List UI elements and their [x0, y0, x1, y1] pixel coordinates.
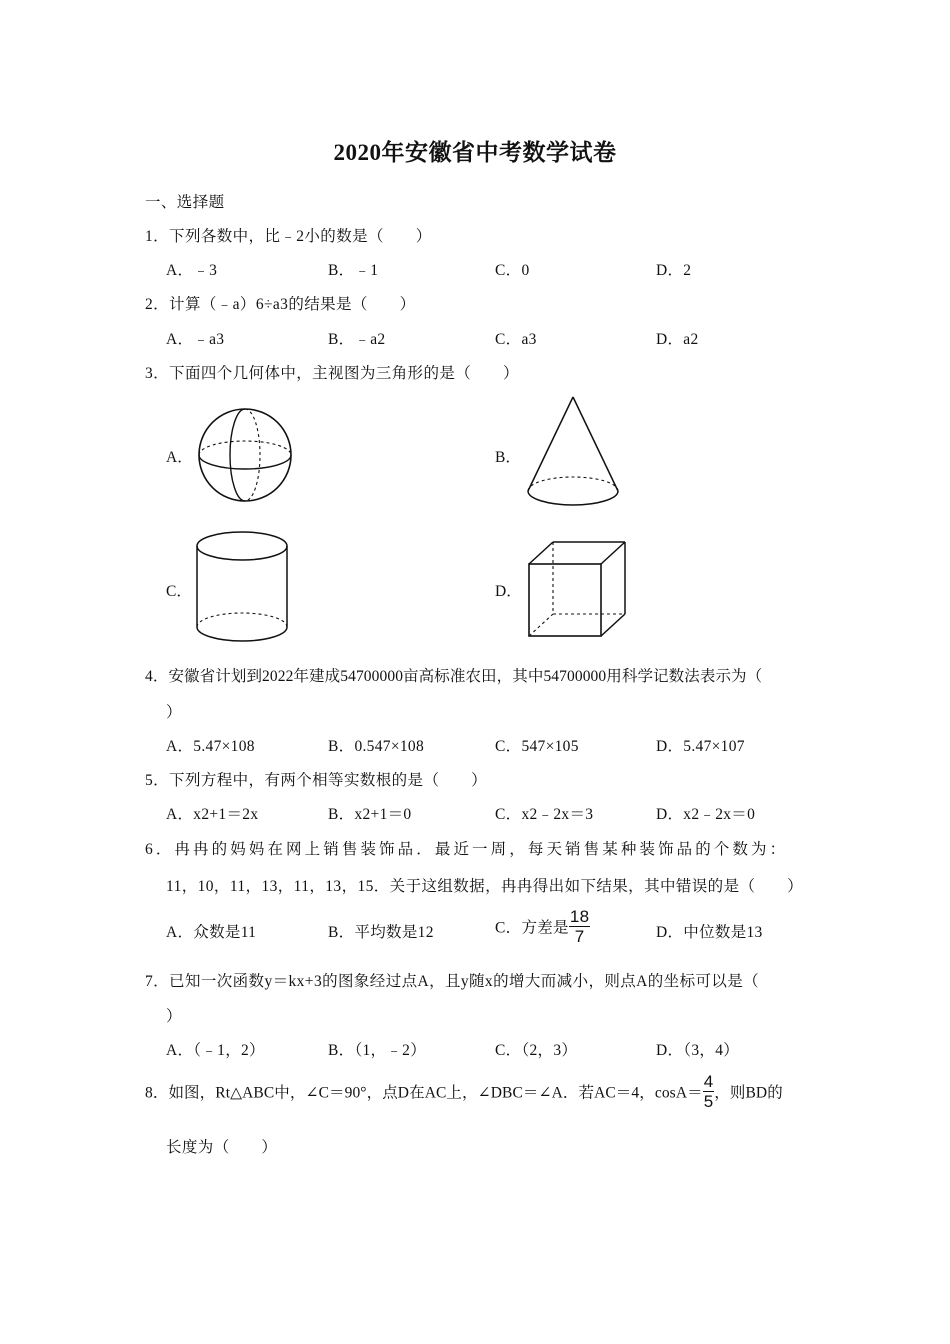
question-5-stem: 5．下列方程中，有两个相等实数根的是（ ）: [145, 772, 488, 789]
question-8-stem-start: 8．如图，Rt△ABC中，∠C＝90°，点D在AC上，∠DBC＝∠A．若AC＝4，cosA＝: [145, 1084, 703, 1102]
cosine-fraction: [703, 1073, 715, 1110]
cone-figure: [522, 393, 624, 513]
question-1-option-b: B．﹣1: [328, 262, 379, 279]
question-4-option-d: D．5.47×107: [656, 738, 745, 755]
fraction-denominator: 5: [703, 1092, 714, 1111]
question-3-label-a: A．: [166, 449, 193, 466]
fraction-denominator: 7: [574, 927, 585, 946]
section-heading: 一、选择题: [145, 194, 225, 211]
question-3-label-c: C．: [166, 583, 192, 600]
question-6-option-c: [495, 908, 590, 945]
question-4-stem: 4．安徽省计划到2022年建成54700000亩高标准农田，其中54700000用科学记数法表示为（: [145, 668, 763, 685]
question-6-option-b: B．平均数是12: [328, 924, 434, 941]
question-5-option-d: D．x2﹣2x＝0: [656, 806, 756, 823]
variance-fraction: [569, 908, 591, 945]
question-5-option-c: C．x2﹣2x＝3: [495, 806, 594, 823]
fraction-numerator: 18: [569, 907, 590, 926]
sphere-figure: [193, 405, 298, 505]
question-6-stem: 6．冉冉的妈妈在网上销售装饰品．最近一周，每天销售某种装饰品的个数为：: [145, 841, 789, 858]
question-7-option-c: C．（2，3）: [495, 1042, 578, 1059]
question-6-option-d: D．中位数是13: [656, 924, 763, 941]
question-7-option-d: D．（3，4）: [656, 1042, 740, 1059]
question-2-option-b: B．﹣a2: [328, 331, 386, 348]
question-8-stem-continued: 长度为（ ）: [166, 1139, 278, 1156]
cylinder-figure: [193, 528, 293, 648]
question-2-option-d: D．a2: [656, 331, 699, 348]
question-3-label-d: D．: [495, 583, 522, 600]
question-6-stem-continued: 11，10，11，13，11，13，15．关于这组数据，冉冉得出如下结果，其中错误的是（ ）: [166, 878, 804, 895]
question-2-stem: 2．计算（﹣a）6÷a3的结果是（ ）: [145, 296, 416, 313]
question-1-option-d: D．2: [656, 262, 692, 279]
fraction-numerator: 4: [703, 1072, 714, 1091]
question-8-stem-end: ，则BD的: [714, 1084, 783, 1102]
cube-figure: [524, 538, 630, 642]
question-7-option-a: A．（﹣1，2）: [166, 1042, 265, 1059]
question-4-option-a: A．5.47×108: [166, 738, 255, 755]
question-6-option-c-label: C．方差是: [495, 919, 569, 937]
question-1-option-c: C．0: [495, 262, 530, 279]
question-3-label-b: B．: [495, 449, 521, 466]
question-8-stem: [145, 1073, 783, 1110]
page-title: 2020年安徽省中考数学试卷: [333, 140, 617, 165]
question-4-stem-continued: ）: [166, 704, 182, 721]
question-5-option-a: A．x2+1＝2x: [166, 806, 259, 823]
question-7-option-b: B．（1，﹣2）: [328, 1042, 426, 1059]
question-1-option-a: A．﹣3: [166, 262, 218, 279]
question-2-option-a: A．﹣a3: [166, 331, 225, 348]
question-4-option-c: C．547×105: [495, 738, 579, 755]
question-7-stem-continued: ）: [166, 1008, 182, 1025]
question-5-option-b: B．x2+1＝0: [328, 806, 412, 823]
question-1-stem: 1．下列各数中，比﹣2小的数是（ ）: [145, 228, 432, 245]
question-7-stem: 7．已知一次函数y＝kx+3的图象经过点A，且y随x的增大而减小，则点A的坐标可以是（: [145, 973, 760, 990]
question-6-option-a: A．众数是11: [166, 924, 257, 941]
question-2-option-c: C．a3: [495, 331, 537, 348]
question-3-stem: 3．下面四个几何体中，主视图为三角形的是（ ）: [145, 365, 519, 382]
question-4-option-b: B．0.547×108: [328, 738, 425, 755]
